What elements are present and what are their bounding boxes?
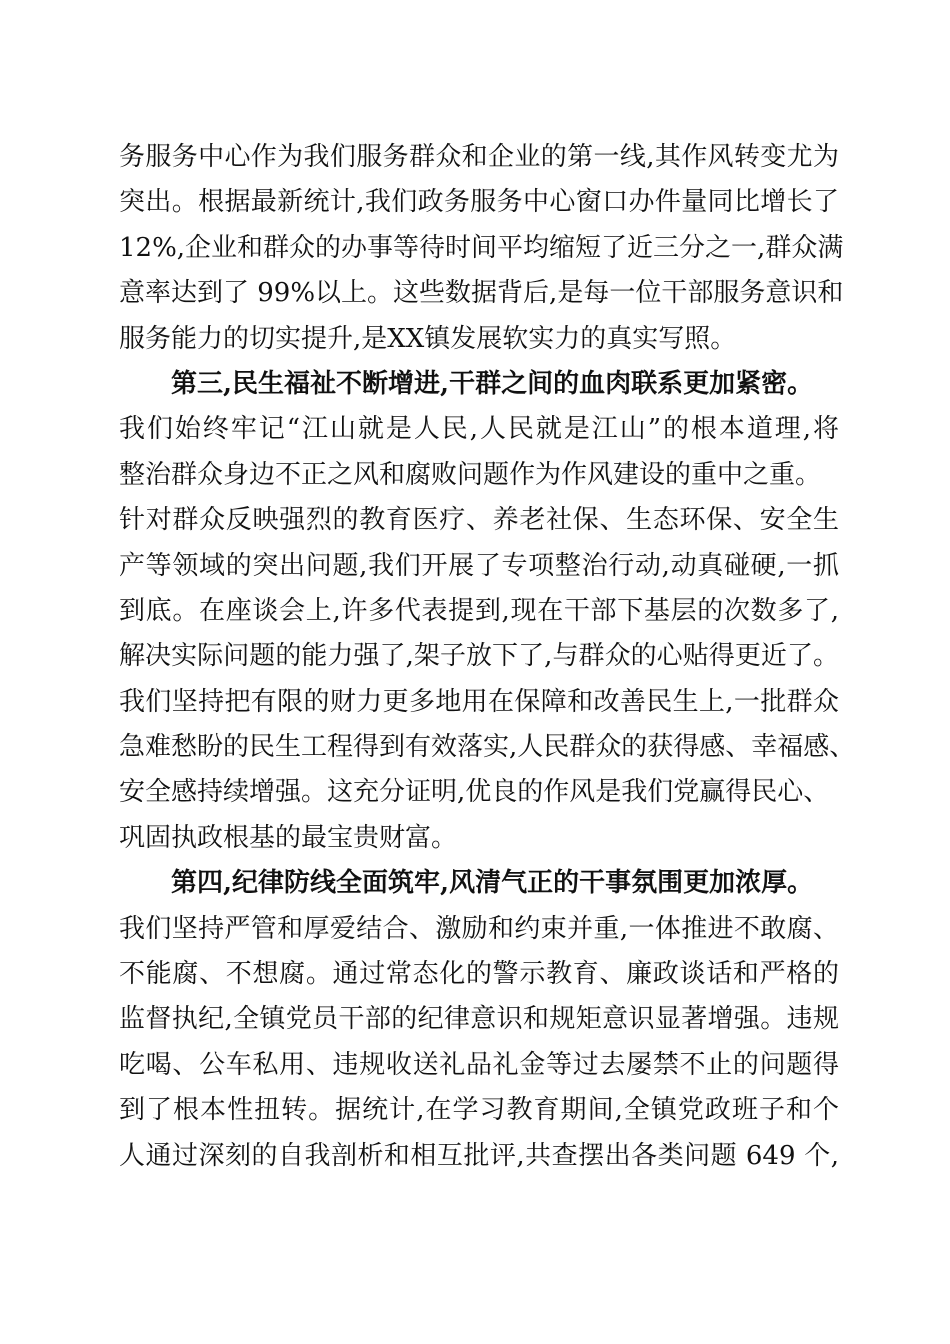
text-line: 到了根本性扭转。据统计,在学习教育期间,全镇党政班子和个 <box>119 1095 839 1126</box>
text-line: 服务能力的切实提升,是XX镇发展软实力的真实写照。 <box>119 323 737 354</box>
text-line: 不能腐、不想腐。通过常态化的警示教育、廉政谈话和严格的 <box>119 959 839 990</box>
text-line: 人通过深刻的自我剖析和相互批评,共查摆出各类问题 649 个, <box>119 1140 839 1171</box>
text-line: 监督执纪,全镇党员干部的纪律意识和规矩意识显著增强。违规 <box>119 1004 839 1035</box>
text-line: 吃喝、公车私用、违规收送礼品礼金等过去屡禁不止的问题得 <box>119 1049 839 1080</box>
body-text <box>119 135 856 1179</box>
text-line: 急难愁盼的民生工程得到有效落实,人民群众的获得感、幸福感、 <box>119 732 856 763</box>
text-line: 解决实际问题的能力强了,架子放下了,与群众的心贴得更近了。 <box>119 641 839 672</box>
text-line: 突出。根据最新统计,我们政务服务中心窗口办件量同比增长了 <box>119 187 839 218</box>
text-line: 我们始终牢记“江山就是人民,人民就是江山”的根本道理,将 <box>119 414 839 445</box>
text-line: 针对群众反映强烈的教育医疗、养老社保、生态环保、安全生 <box>119 505 839 536</box>
text-line: 我们坚持严管和厚爱结合、激励和约束并重,一体推进不敢腐、 <box>119 913 839 944</box>
text-line: 整治群众身边不正之风和腐败问题作为作风建设的重中之重。 <box>119 459 822 490</box>
text-line: 12%,企业和群众的办事等待时间平均缩短了近三分之一,群众满 <box>119 232 844 263</box>
text-line: 我们坚持把有限的财力更多地用在保障和改善民生上,一批群众 <box>119 686 839 717</box>
text-line: 务服务中心作为我们服务群众和企业的第一线,其作风转变尤为 <box>119 142 839 172</box>
text-line: 安全感持续增强。这充分证明,优良的作风是我们党赢得民心、 <box>119 777 830 808</box>
text-line: 到底。在座谈会上,许多代表提到,现在干部下基层的次数多了, <box>119 595 839 626</box>
section-heading-third: 第三,民生福祉不断增进,干群之间的血肉联系更加紧密。 <box>171 368 814 399</box>
section-heading-fourth: 第四,纪律防线全面筑牢,风清气正的干事氛围更加浓厚。 <box>171 868 814 899</box>
text-line: 产等领域的突出问题,我们开展了专项整治行动,动真碰硬,一抓 <box>119 550 839 581</box>
text-line: 巩固执政根基的最宝贵财富。 <box>119 822 458 853</box>
text-line: 意率达到了 99%以上。这些数据背后,是每一位干部服务意识和 <box>119 278 844 309</box>
